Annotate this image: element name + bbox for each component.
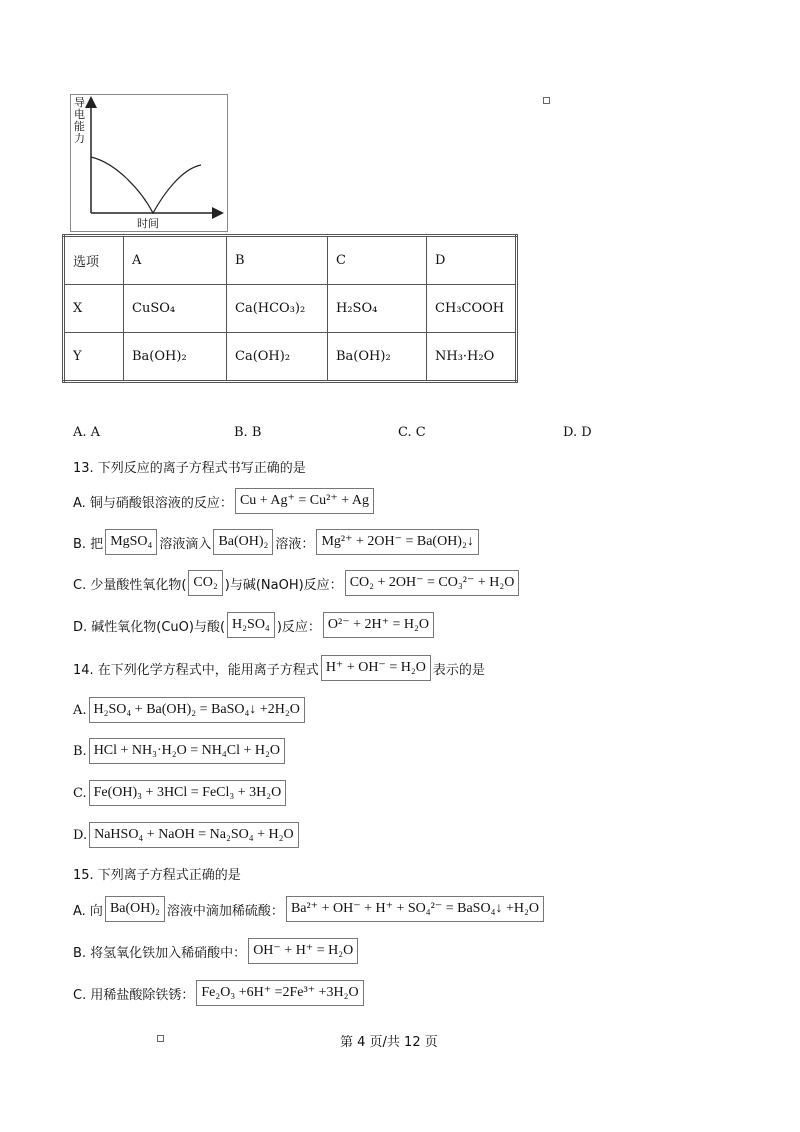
options-table (62, 234, 518, 383)
equation: NaHSO₄ + NaOH = Na₂SO₄ + H₂O (89, 822, 299, 848)
table-cell: H₂SO₄ (328, 285, 427, 333)
table-cell: CuSO₄ (124, 285, 227, 333)
table-cell: X (64, 285, 124, 333)
graph-svg (71, 95, 227, 231)
q13-option-d[interactable] (73, 612, 436, 638)
q14-stem (73, 655, 485, 681)
conductivity-curve (91, 157, 201, 213)
equation: Fe(OH)₃ + 3HCl = FeCl₃ + 3H₂O (89, 780, 287, 806)
conductivity-graph (70, 94, 228, 232)
q13-option-b[interactable] (73, 529, 481, 555)
option-text: B. 把 (73, 536, 104, 552)
option-text: B. 将氢氧化铁加入稀硝酸中： (73, 945, 247, 961)
table-cell: Ba(OH)₂ (328, 333, 427, 382)
table-cell: NH₃·H₂O (427, 333, 517, 382)
option-label: A. (73, 702, 87, 718)
option-text: C. 少量酸性氧化物( (73, 577, 187, 593)
answer-a[interactable]: A. A (73, 425, 101, 440)
formula-box: CO₂ (188, 570, 222, 596)
table-row (64, 236, 517, 285)
option-text: D. 碱性氧化物(CuO)与酸( (73, 619, 226, 635)
stem-text: 14. 在下列化学方程式中，能用离子方程式 (73, 662, 319, 678)
table-row (64, 333, 517, 382)
option-text: C. 用稀盐酸除铁锈： (73, 987, 195, 1003)
option-text: )反应： (276, 619, 321, 635)
page-footer: 第 4 页/共 12 页 (340, 1035, 438, 1050)
answer-c[interactable]: C. C (398, 425, 426, 440)
equation: Fe₂O₃ +6H⁺ =2Fe³⁺ +3H₂O (196, 980, 363, 1006)
q14-option-d[interactable] (73, 822, 301, 848)
stem-text: 表示的是 (432, 662, 485, 678)
table-cell: 选项 (64, 236, 124, 285)
equation: H⁺ + OH⁻ = H₂O (321, 655, 431, 681)
table-cell: B (227, 236, 328, 285)
option-text: 溶液滴入 (159, 536, 212, 552)
formula-box: Ba(OH)₂ (105, 896, 165, 922)
q15-option-a[interactable] (73, 896, 546, 922)
option-text: A. 铜与硝酸银溶液的反应： (73, 495, 233, 511)
equation: CO₂ + 2OH⁻ = CO₃²⁻ + H₂O (345, 570, 520, 596)
option-text: 溶液中滴加稀硫酸： (166, 903, 284, 919)
table-cell: Y (64, 333, 124, 382)
option-label: D. (73, 827, 88, 843)
q14-option-c[interactable] (73, 780, 288, 806)
q13-option-a[interactable] (73, 488, 376, 514)
marker-square (157, 1035, 164, 1042)
equation: Ba²⁺ + OH⁻ + H⁺ + SO₄²⁻ = BaSO₄↓ +H₂O (286, 896, 544, 922)
q15-option-b[interactable] (73, 938, 360, 964)
formula-box: Ba(OH)₂ (213, 529, 273, 555)
q15-stem: 15. 下列离子方程式正确的是 (73, 868, 241, 883)
table-cell: Ca(HCO₃)₂ (227, 285, 328, 333)
table-cell: Ca(OH)₂ (227, 333, 328, 382)
q14-option-a[interactable] (73, 697, 307, 723)
option-text: )与碱(NaOH)反应： (224, 577, 343, 593)
answer-d[interactable]: D. D (563, 425, 592, 440)
equation: H₂SO₄ + Ba(OH)₂ = BaSO₄↓ +2H₂O (89, 697, 305, 723)
table-cell: C (328, 236, 427, 285)
table-cell: A (124, 236, 227, 285)
table-cell: Ba(OH)₂ (124, 333, 227, 382)
formula-box: H₂SO₄ (227, 612, 275, 638)
equation: Cu + Ag⁺ = Cu²⁺ + Ag (235, 488, 374, 514)
option-label: C. (73, 785, 87, 801)
equation: O²⁻ + 2H⁺ = H₂O (323, 612, 434, 638)
table-cell: D (427, 236, 517, 285)
option-text: A. 向 (73, 903, 103, 919)
y-axis-label: 导电能力 (74, 96, 85, 145)
q13-stem: 13. 下列反应的离子方程式书写正确的是 (73, 461, 306, 476)
x-axis-label: 时间 (137, 217, 159, 230)
q14-option-b[interactable] (73, 738, 287, 764)
q13-option-c[interactable] (73, 570, 521, 596)
equation: Mg²⁺ + 2OH⁻ = Ba(OH)₂↓ (316, 529, 478, 555)
marker-square (543, 97, 550, 104)
option-label: B. (73, 743, 87, 759)
equation: HCl + NH₃·H₂O = NH₄Cl + H₂O (89, 738, 285, 764)
table-cell: CH₃COOH (427, 285, 517, 333)
formula-box: MgSO₄ (105, 529, 157, 555)
option-text: 溶液： (275, 536, 315, 552)
table-row (64, 285, 517, 333)
answer-b[interactable]: B. B (234, 425, 262, 440)
equation: OH⁻ + H⁺ = H₂O (248, 938, 358, 964)
q15-option-c[interactable] (73, 980, 366, 1006)
